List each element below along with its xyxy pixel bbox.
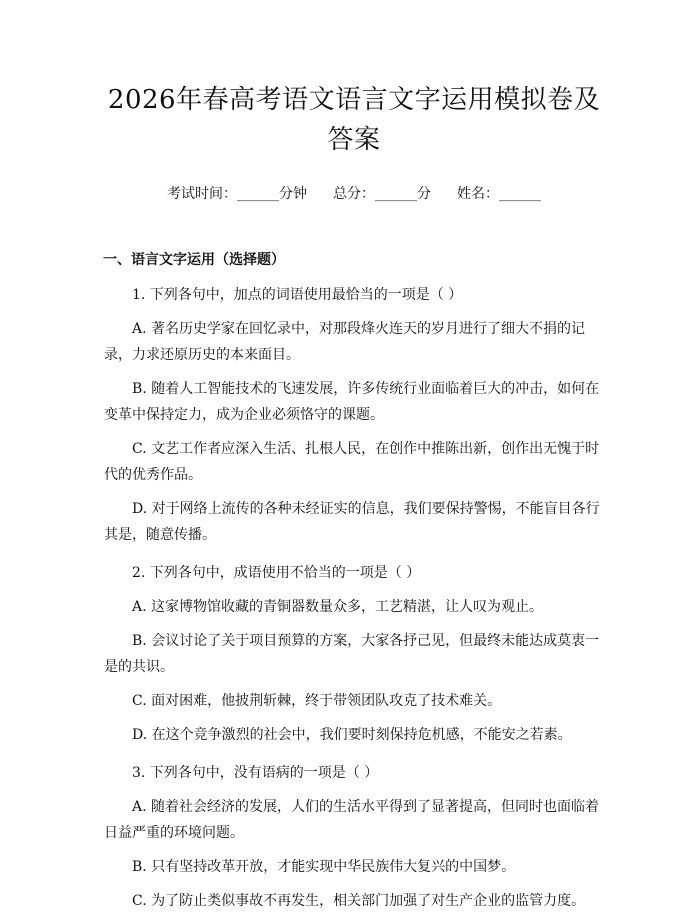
question-3-stem: 3. 下列各句中，没有语病的一项是（ ）: [132, 765, 379, 781]
question-2-option-b: B. 会议讨论了关于项目预算的方案，大家各抒己见，但最终未能达成莫衷一是的共识。: [104, 633, 600, 675]
exam-info-line: [104, 184, 604, 204]
question-list: [104, 282, 604, 914]
question-1-stem: 1. 下列各句中，加点的词语使用最恰当的一项是（ ）: [132, 287, 463, 303]
page-title: 2026年春高考语文语言文字运用模拟卷及答案: [107, 85, 601, 155]
question-3-option-b: B. 只有坚持改革开放，才能实现中华民族伟大复兴的中国梦。: [132, 859, 516, 875]
question-1-option-a: A. 著名历史学家在回忆录中，对那段烽火连天的岁月进行了细大不捐的记录，力求还原历史的本来面目。: [104, 321, 586, 363]
question-1-option-b: B. 随着人工智能技术的飞速发展，许多传统行业面临着巨大的冲击，如何在变革中保持定力，成为企业必须恪守的课题。: [104, 381, 600, 423]
total-score-field: 总分：______分: [333, 186, 431, 202]
question-2-option-a: A. 这家博物馆收藏的青铜器数量众多，工艺精湛，让人叹为观止。: [132, 599, 544, 615]
question-2-stem: 2. 下列各句中，成语使用不恰当的一项是（ ）: [132, 565, 421, 581]
question-1-option-d: D. 对于网络上流传的各种未经证实的信息，我们要保持警惕，不能盲目各行其是，随意传播。: [104, 501, 600, 543]
student-name-field: 姓名：______: [457, 186, 541, 202]
question-3-option-a: A. 随着社会经济的发展，人们的生活水平得到了显著提高，但同时也面临着日益严重的环境问题。: [104, 799, 600, 841]
section-heading: 一、语言文字运用（选择题）: [103, 252, 285, 268]
exam-time-field: 考试时间：______分钟: [167, 186, 307, 202]
question-2-option-d: D. 在这个竞争激烈的社会中，我们要时刻保持危机感，不能安之若素。: [132, 727, 572, 743]
question-1-option-c: C. 文艺工作者应深入生活、扎根人民，在创作中推陈出新，创作出无愧于时代的优秀作品。: [104, 441, 600, 483]
question-2-option-c: C. 面对困难，他披荆斩棘，终于带领团队攻克了技术难关。: [132, 693, 502, 709]
question-3-option-c: C. 为了防止类似事故不再发生，相关部门加强了对生产企业的监管力度。: [132, 893, 586, 909]
